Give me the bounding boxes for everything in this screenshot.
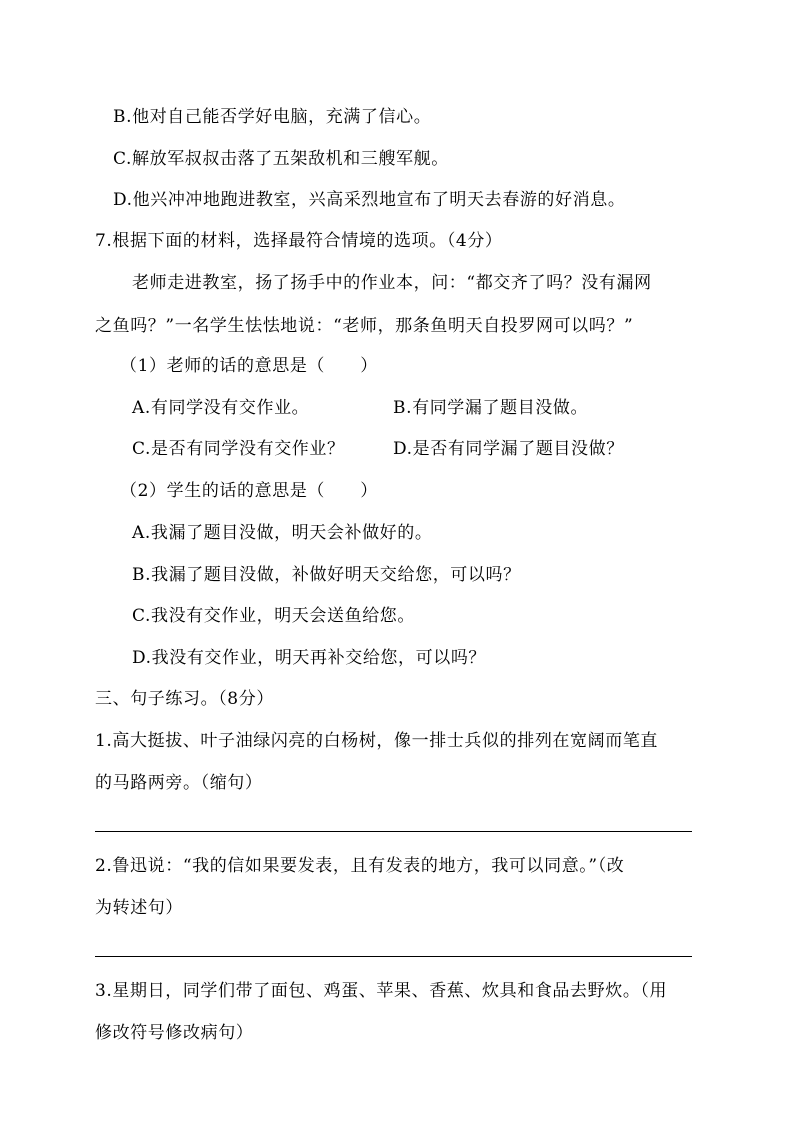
- section-3-title: 三、句子练习。（8分）: [95, 689, 274, 709]
- q7-sub1-option-c: C.是否有同学没有交作业？: [132, 439, 345, 459]
- q6-option-c: C.解放军叔叔击落了五架敌机和三艘军舰。: [113, 149, 449, 169]
- q7-sub1-option-a: A.有同学没有交作业。: [132, 398, 310, 418]
- sentence-3-line-2: 修改符号修改病句）: [95, 1023, 254, 1043]
- q7-sub1-option-d: D.是否有同学漏了题目没做？: [393, 439, 624, 459]
- answer-line-1[interactable]: [95, 831, 692, 832]
- q7-sub2-option-b: B.我漏了题目没做，补做好明天交给您，可以吗？: [132, 565, 521, 585]
- sentence-3-line-1: 3.星期日，同学们带了面包、鸡蛋、苹果、香蕉、炊具和食品去野炊。（用: [95, 981, 668, 1001]
- q7-sub1-prompt: （1）老师的话的意思是（ ）: [120, 356, 378, 376]
- sentence-2-line-2: 为转述句）: [95, 898, 183, 918]
- sentence-1-line-2: 的马路两旁。（缩句）: [95, 773, 263, 793]
- q7-sub2-option-c: C.我没有交作业，明天会送鱼给您。: [132, 606, 416, 626]
- answer-line-2[interactable]: [95, 956, 692, 957]
- q6-option-d: D.他兴冲冲地跑进教室，兴高采烈地宣布了明天去春游的好消息。: [113, 190, 626, 210]
- q7-sub2-prompt: （2）学生的话的意思是（ ）: [120, 481, 378, 501]
- q7-material-line-2: 之鱼吗？”一名学生怯怯地说：“老师，那条鱼明天自投罗网可以吗？”: [95, 316, 634, 336]
- q7-material-line-1: 老师走进教室，扬了扬手中的作业本，问：“都交齐了吗？没有漏网: [132, 273, 652, 293]
- q6-option-b: B.他对自己能否学好电脑，充满了信心。: [113, 107, 432, 127]
- q7-title: 7.根据下面的材料，选择最符合情境的选项。（4分）: [95, 231, 503, 251]
- sentence-1-line-1: 1.高大挺拔、叶子油绿闪亮的白杨树，像一排士兵似的排列在宽阔而笔直: [95, 731, 659, 751]
- sentence-2-line-1: 2.鲁迅说：“我的信如果要发表，且有发表的地方，我可以同意。”（改: [95, 856, 625, 876]
- q7-sub1-option-b: B.有同学漏了题目没做。: [393, 398, 589, 418]
- q7-sub2-option-a: A.我漏了题目没做，明天会补做好的。: [132, 523, 433, 543]
- q7-sub2-option-d: D.我没有交作业，明天再补交给您，可以吗？: [132, 648, 487, 668]
